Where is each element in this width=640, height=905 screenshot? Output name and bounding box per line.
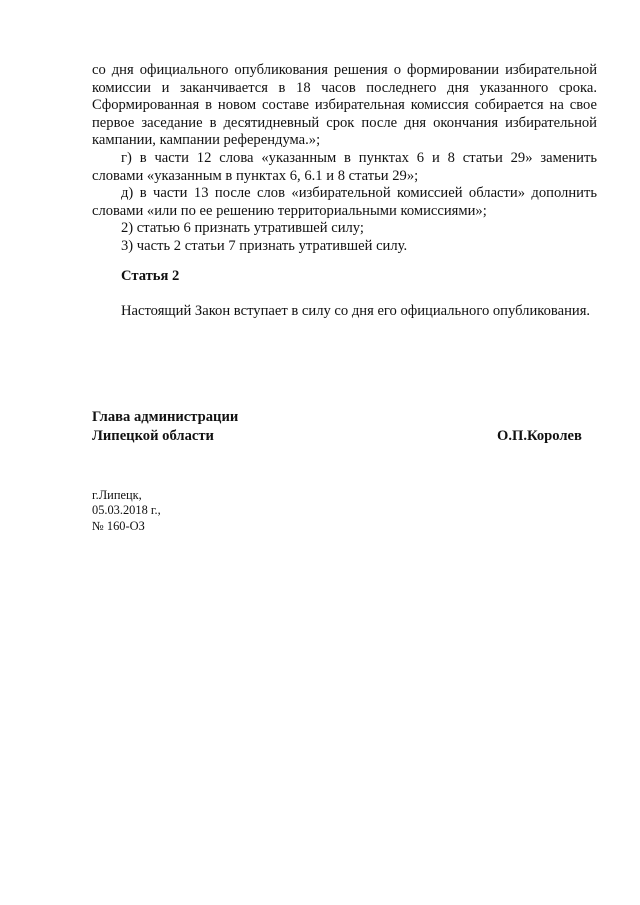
signature-title-line2: Липецкой области xyxy=(92,428,214,444)
footer-date: 05.03.2018 г., xyxy=(92,503,161,518)
article-heading: Статья 2 xyxy=(121,268,180,284)
paragraph-item-g: г) в части 12 слова «указанным в пунктах 6 и 8 статьи 29» заменить словами «указанным в пунктах 6, 6.1 и 8 статьи 29»; xyxy=(92,149,597,184)
paragraph-item-3: 3) часть 2 статьи 7 признать утратившей силу. xyxy=(121,237,408,254)
signature-title xyxy=(92,408,238,446)
paragraph-continuation: со дня официального опубликования решения о формировании избирательной комиссии и заканчивается в 18 часов последнего дня указанного срока. Сформированная в новом составе избирательная комиссия собирается на свое первое заседание в десятидневный срок после дня окончания избирательной кампании, кампании референдума.»; xyxy=(92,62,597,149)
paragraph-item-2: 2) статью 6 признать утратившей силу; xyxy=(121,220,364,237)
paragraph-item-d: д) в части 13 после слов «избирательной комиссией области» дополнить словами «или по ее решению территориальными комиссиями»; xyxy=(92,185,597,219)
article-text: Настоящий Закон вступает в силу со дня его официального опубликования. xyxy=(121,303,591,319)
footer-number: № 160-ОЗ xyxy=(92,518,145,533)
amendment-text-block xyxy=(92,62,597,256)
signature-title-line1: Глава администрации xyxy=(92,409,239,425)
document-footer xyxy=(92,488,161,534)
footer-city: г.Липецк, xyxy=(92,488,142,502)
signature-name: О.П.Королев xyxy=(497,428,582,444)
